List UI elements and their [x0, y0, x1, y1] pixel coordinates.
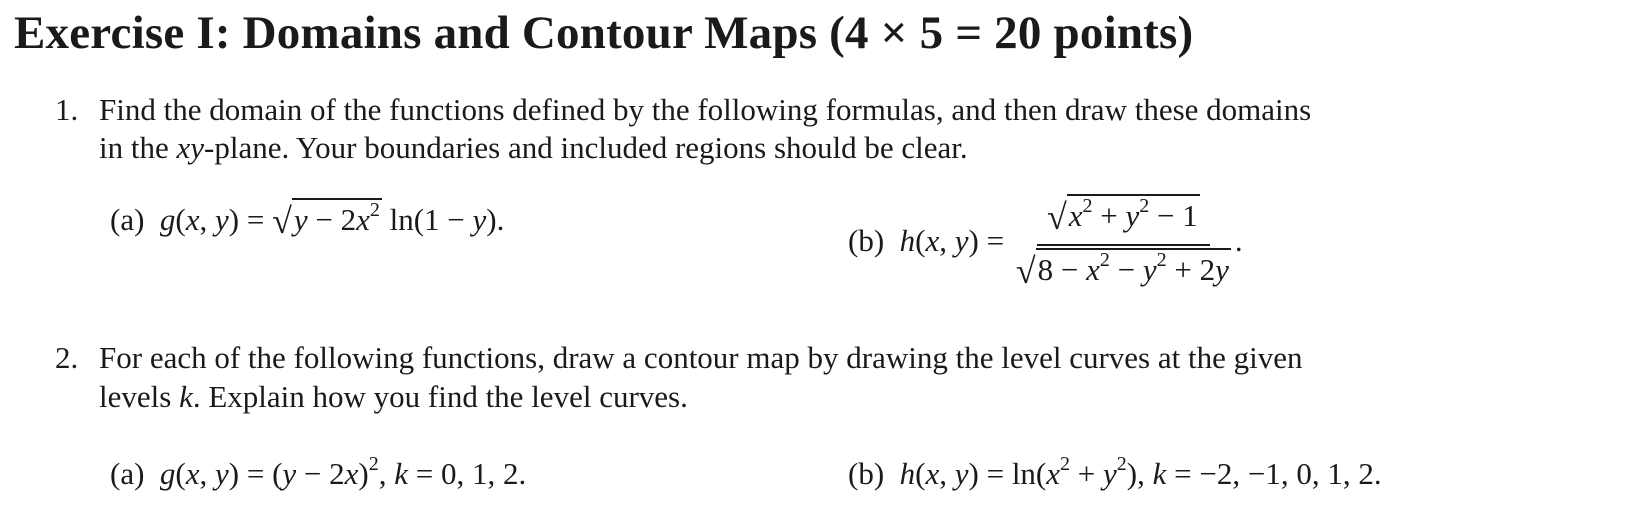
question-2b-formula: (b) h(x, $y) = \ln(x^2 + y^2)$, k = −2, −1, 0, 1, 2.	[848, 453, 1382, 491]
question-1-line-2-pre: in the	[99, 130, 177, 165]
exercise-title: Exercise I: Domains and Contour Maps (4 × 5 = 20 points)	[14, 7, 1194, 59]
question-2-k-variable: k	[179, 379, 193, 414]
question-1-line-2-post: -plane. Your boundaries and included regions should be clear.	[204, 130, 968, 165]
question-2-line-2-pre: levels	[99, 379, 180, 414]
question-2b-label: (b)	[848, 456, 885, 491]
question-1a-formula: (a) g(x, $y) = √y - 2x^2$ ln(1 − y).	[110, 199, 505, 241]
question-1b-formula: (b) h(x, y) = $\frac{√x^2 + y^2 - 1}{√8 - x^2 - y^2 + 2y}$ .	[848, 195, 1243, 291]
question-1-line-1: Find the domain of the functions defined by the following formulas, and then draw these domains	[99, 92, 1312, 127]
question-2-line-1: For each of the following functions, draw a contour map by drawing the level curves at the given	[99, 340, 1303, 375]
question-2-number: 2.	[55, 340, 79, 375]
question-2a-label: (a)	[110, 456, 145, 491]
question-1b-label: (b)	[848, 223, 885, 259]
question-2-line-2-post: . Explain how you find the level curves.	[192, 379, 688, 414]
question-2-line-2	[99, 377, 688, 416]
question-1-xy-variable: xy	[176, 130, 205, 165]
question-1-line-2	[99, 128, 968, 167]
question-1a-label: (a)	[110, 202, 145, 237]
question-2a-formula: (a) g(x, $y) = (y - 2x)^2$, k = 0, 1, 2.	[110, 453, 527, 491]
question-1-number: 1.	[55, 92, 79, 127]
